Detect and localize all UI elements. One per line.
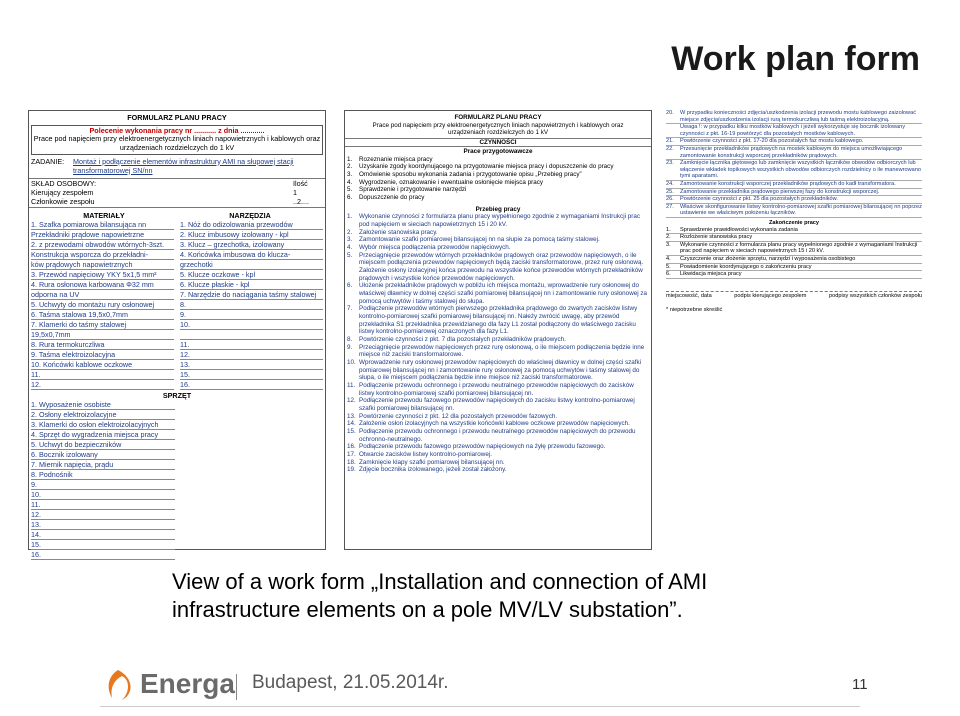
course-step (347, 459, 649, 467)
course-step-number: 13. (347, 412, 356, 420)
right-step-number: 25. (666, 188, 674, 195)
energa-logo-icon (100, 668, 136, 704)
logo-text: Energa (140, 668, 235, 699)
finish-step-number: 1. (666, 226, 671, 233)
course-step-text: Ułożenie przekładników prądowych w pobliżu ich miejsca montażu, wprowadzenie rury osłonowej do właściwej dławnicy w dolnej części szafki pomiarowej bilansującej nn i zamontowanie rury osłonowej za pomocą uchwytów i taśmy stalowej do słupa. (359, 282, 648, 305)
leader-label: Kierujący zespołem (31, 188, 94, 198)
course-step-text: Wykonanie czynności z formularza planu pracy wypełnionego zgodnie z wymaganiami Instrukcji prac pod napięciem w sieciach napowietrznych 15 i 20 kV. (359, 213, 640, 228)
tool-item: 9. (180, 310, 323, 320)
tool-item: 16. (180, 380, 323, 390)
tool-item: 1. Nóż do odizolowania przewodów (180, 220, 323, 230)
equipment-item: 7. Miernik napięcia, prądu (31, 460, 175, 470)
equipment-item: 8. Podnośnik (31, 470, 175, 480)
course-step-text: Założenie stanowiska pracy. (359, 228, 438, 236)
members-qty: ..2.... (293, 197, 309, 207)
course-step-number: 8. (347, 336, 353, 344)
right-step-text: W przypadku konieczności zdjęcia/uszkodzenia izolacji przewodu mostu kablowego zaizolować miejsce zdjęcia/uszkodzenia izolacji rurą termokurczliwą lub taśmą elektroizolacyjną. (680, 110, 916, 123)
prep-step-number: 6. (347, 194, 353, 202)
work-plan-form-completion (666, 110, 922, 372)
scope-line-1: Prace pod napięciem przy elektroenergetycznych liniach napowietrznych i kablowych oraz (33, 134, 321, 144)
course-step-text: Zamknięcie klapy szafki pomiarowej bilansującej nn. (359, 458, 505, 466)
footnote: * niepotrzebne skreślić (666, 306, 723, 313)
equipment-item: 1. Wyposażenie osobiste (31, 400, 175, 410)
course-step (347, 305, 649, 336)
course-step (347, 344, 649, 359)
equipment-item: 14. (31, 530, 175, 540)
equipment-item: 4. Sprzęt do wygradzenia miejsca pracy (31, 430, 175, 440)
task-text: Montaż i podłączenie elementów infrastruktury AMI na słupowej stacji transformatorowej SN/nn (73, 156, 294, 175)
prep-step (347, 156, 649, 164)
right-step (666, 138, 922, 146)
right-step-number: 26. (666, 196, 674, 203)
material-item: 4. Rura osłonowa karbowana Φ32 mm (31, 280, 174, 290)
finish-step (666, 256, 922, 264)
members-label: Członkowie zespołu (31, 197, 95, 207)
prep-title: Prace przygotowawcze (463, 148, 533, 156)
footer-location-date: Budapest, 21.05.2014r. (252, 672, 449, 693)
course-step-number: 3. (347, 236, 353, 244)
tool-item: 7. Narzędzie do naciągania taśmy stalowej (180, 290, 323, 300)
work-plan-form-materials (28, 110, 326, 559)
sign-leader: podpis kierującego zespołem (734, 292, 807, 299)
tool-item: 10. (180, 320, 323, 330)
equipment-item: 5. Uchwyt do bezpieczników (31, 440, 175, 450)
material-item: 11. (31, 370, 174, 380)
tool-item: 12. (180, 350, 323, 360)
tool-item (180, 330, 323, 340)
course-step-number: 19. (347, 466, 356, 474)
course-step (347, 420, 649, 428)
course-step-number: 7. (347, 305, 353, 313)
tool-item: 8. (180, 300, 323, 310)
right-step-text: Uwaga !: w przypadku kilku mostków kablowych i jeżeli wykorzystuje się bocznik izolowany czynności z pkt. 16-19 powtórzyć dla pozostałych mostków kablowych. (680, 124, 906, 137)
course-step-number: 12. (347, 397, 356, 405)
course-step (347, 336, 649, 344)
course-step-text: Podłączenie przewodu fazowego przewodów napięciowych do zacisku listwy kontrolno-pomiarowej szafki pomiarowej bilansującej nn. (359, 397, 635, 413)
course-step (347, 382, 649, 397)
finish-step-text: Powiadomienie koordynującego o zakończeniu pracy (680, 263, 812, 270)
prep-step-number: 5. (347, 186, 353, 194)
crew-label: SKŁAD OSOBOWY: (31, 179, 97, 188)
material-item: 19,5x0,7mm (31, 330, 174, 340)
material-item: 3. Przewód napięciowy YKY 5x1,5 mm² (31, 270, 174, 280)
right-step-number: 21. (666, 138, 674, 145)
course-step-number: 5. (347, 251, 353, 259)
course-step-text: Wybór miejsca podłączenia przewodów napięciowych. (359, 244, 511, 251)
course-step (347, 252, 649, 283)
course-step-text: Powtórzenie czynności z pkt. 7 dla pozostałych przekładników prądowych. (359, 336, 566, 344)
activities-title: CZYNNOŚCI (345, 138, 651, 148)
right-step (666, 204, 922, 218)
signature-row (666, 291, 922, 299)
page-number: 11 (852, 676, 868, 693)
material-item: Przekładniki prądowe napowietrzne (31, 230, 174, 240)
right-step-number: 27. (666, 203, 674, 210)
materials-list (31, 220, 174, 390)
prep-step-number: 4. (347, 178, 353, 186)
finish-step (666, 227, 922, 235)
right-step (666, 124, 922, 138)
course-list (345, 213, 651, 474)
slide-footer (0, 660, 960, 716)
course-step (347, 443, 649, 451)
right-step-text: Zamontowanie przekładnika prądowego pierwszej fazy do konstrukcji wsporczej. (680, 188, 880, 195)
finish-step-number: 6. (666, 271, 671, 278)
course-step-number: 6. (347, 282, 353, 290)
tool-item: 15. (180, 370, 323, 380)
finish-step-number: 2. (666, 234, 671, 241)
tools-title: NARZĘDZIA (229, 210, 271, 220)
right-step-text: Zamontowanie konstrukcji wsporczej przekładników prądowych do kadł transformatora. (680, 180, 896, 187)
right-step-number: 23. (666, 160, 674, 167)
subtitle-line-2: infrastructure elements on a pole MV/LV substation”. (172, 597, 683, 622)
material-item: 12. (31, 380, 174, 390)
course-step (347, 413, 649, 421)
course-step-text: Zamontowanie szafki pomiarowej bilansującej nn na słupie za pomocą taśmy stalowej. (359, 236, 600, 244)
finish-step-text: Likwidacja miejsca pracy (680, 271, 742, 278)
tool-item: 5. Klucze oczkowe - kpl (180, 270, 323, 280)
material-item: 1. Szafka pomiarowa bilansująca nn (31, 220, 174, 230)
prep-step-number: 3. (347, 171, 353, 179)
equipment-list (29, 400, 177, 560)
course-step-text: Przeciągnięcie przewodów napięciowych przez rurę osłonową, o ile miejscem podłączenia będzie inne miejsce niż zaciski transformatorowe. (359, 343, 645, 359)
material-item: 5. Uchwyty do montażu rury osłonowej (31, 300, 174, 310)
equipment-item: 2. Osłony elektroizolacyjne (31, 410, 175, 420)
finish-step (666, 242, 922, 256)
prep-step (347, 171, 649, 179)
course-step (347, 428, 649, 443)
finish-step (666, 271, 922, 279)
course-step-text: Podłączenie przewodu fazowego przewodów napięciowych na żyłę przewodu fazowego. (359, 443, 606, 451)
course-step (347, 244, 649, 252)
course-step (347, 282, 649, 305)
course-step-text: Podłączenie przewodów wtórnych pierwszego przekładnika prądowego do zwartych zacisków listwy kontrolno-pomiarowej szafki pomiarowej bilansującej nn. Nałeży zwrócić uwagę, aby przewód przekładnika S1 przekładnika przewidzianego dla fazy L1 został podłączony do właściwego zacisku listwy kontrolno-pomiarowej oznaczonych dla fazy L1. (359, 305, 638, 336)
prep-step-text: Wygrodzenie, oznakowanie i ewentualne osłonięcie miejsca pracy (359, 178, 544, 186)
prep-step (347, 186, 649, 194)
prep-step (347, 194, 649, 202)
material-item: 7. Klamerki do taśmy stalowej (31, 320, 174, 330)
course-step-text: Przeciągnięcie przewodów wtórnych przekładników prądowych oraz przewodów napięciowych, o ile miejscem podłączenia przewodów napięciowych będą zaciski transformatorowe, przez rurę osłonową. Założenie osłony izolacyjnej końca przewodu na wszystkie końce przewodów wtórnych przekładników prądowych i wszystkie końce przewodów napięciowych. (359, 251, 644, 282)
finish-step-text: Wykonanie czynności z formularza planu pracy wypełnionego zgodnie z wymaganiami Instrukcji prac pod napięciem w sieciach napowietrznych 15 i 20 kV. (680, 241, 918, 255)
course-step-text: Podłączenie przewodu ochronnego i przewodu neutralnego przewodów napięciowych do zacisków listwy kontrolno-pomiarowej szafki pomiarowej bilansującej nn. (359, 382, 634, 397)
equipment-item: 9. (31, 480, 175, 490)
material-item: 9. Taśma elektroizolacyjna (31, 350, 174, 360)
course-step-number: 14. (347, 420, 356, 428)
finish-step-text: Sprawdzenie prawidłowości wykonania zadania (680, 226, 798, 233)
scope-line-2: urządzeniach rozdzielczych do 1 kV (447, 129, 549, 137)
course-step (347, 451, 649, 459)
course-step-number: 15. (347, 428, 356, 436)
course-step-text: Otwarcie zacisków listwy kontrolno-pomiarowej. (359, 451, 492, 459)
material-item: Konstrukcja wsporcza do przekładni- (31, 250, 174, 260)
qty-label: Ilość (293, 179, 308, 188)
equipment-item: 13. (31, 520, 175, 530)
course-step (347, 466, 649, 474)
finish-step-number: 3. (666, 241, 671, 248)
right-step-text: Właściwe skonfigurowanie listwy kontrolno-pomiarowej szafki pomiarowej bilansującej nn poprzez ustawienie we właściwym położeniu łączników. (680, 203, 922, 217)
equipment-item: 6. Bocznik izolowany (31, 450, 175, 460)
right-step (666, 110, 922, 124)
order-line: Polecenie wykonania pracy nr ........... z dnia ............ (89, 125, 265, 135)
course-step-text: Założenie osłon izolacyjnych na wszystkie końcówki kablowe oczkowe przewodów napięciowych. (359, 420, 630, 428)
prep-step-text: Uzyskanie zgody koordynującego na przygotowanie miejsca pracy i dopuszczenie do pracy (359, 163, 614, 171)
right-step (666, 146, 922, 160)
equipment-item: 12. (31, 510, 175, 520)
course-step-number: 10. (347, 359, 356, 367)
right-step-text: Zamknięcie łącznika giętowego lub zamknięcie wszystkich łączników obwodów odbiorczych lub włączenie wkładek topikowych wszystkich obwodów odbiorczych rozdzielnicy o ile manewrowano tymi aparatami. (680, 160, 921, 180)
prep-step-number: 2. (347, 163, 353, 171)
prep-step (347, 179, 649, 187)
course-step (347, 229, 649, 237)
prep-list (345, 156, 651, 202)
finish-step-number: 5. (666, 263, 671, 270)
course-step (347, 397, 649, 412)
footer-rule (100, 706, 860, 707)
footer-divider (236, 674, 237, 700)
course-title: Przebieg pracy (475, 205, 521, 213)
task-label: ZADANIE: (31, 156, 65, 166)
prep-step-number: 1. (347, 155, 353, 163)
course-step-text: Podłączenie przewodu ochronnego i przewodu neutralnego przewodów napięciowych do przewodu ochronno-neutralnego. (359, 428, 636, 443)
material-item: ków prądowych napowietrznych (31, 260, 174, 270)
sign-place-date: miejscowość, data (666, 292, 712, 299)
tool-item: 3. Klucz – grzechotka, izolowany (180, 240, 323, 250)
course-step-number: 11. (347, 382, 356, 390)
work-plan-form-activities (344, 110, 652, 550)
right-step-number: 22. (666, 145, 674, 152)
course-step-number: 4. (347, 244, 353, 251)
tool-item: 13. (180, 360, 323, 370)
finish-title: Zakończenie pracy (768, 219, 820, 226)
course-step-number: 16. (347, 443, 356, 451)
right-step-text: Powtórzenie czynności z pkt. 25 dla pozostałych przekładników. (680, 196, 838, 203)
course-step-number: 1. (347, 213, 353, 221)
prep-step-text: Dopuszczenie do pracy (359, 194, 425, 202)
right-step (666, 160, 922, 181)
finish-step-text: Czyszczenie oraz złożenie sprzętu, narzędzi i wyposażenia osobistego (680, 255, 856, 262)
equipment-item: 11. (31, 500, 175, 510)
material-item: 10. Końcówki kablowe oczkowe (31, 360, 174, 370)
finish-step-text: Rozlożenie stanowiska pracy (680, 234, 753, 241)
course-step (347, 236, 649, 244)
tool-item: grzechotki (180, 260, 323, 270)
equipment-item: 3. Klamerki do osłon elektroizolacyjnych (31, 420, 175, 430)
material-item: odporna na UV (31, 290, 174, 300)
form-title: FORMULARZ PLANU PRACY (127, 113, 227, 122)
course-step (347, 359, 649, 382)
prep-step (347, 163, 649, 171)
form-title: FORMULARZ PLANU PRACY (454, 114, 542, 121)
scope-line-2: urządzeniach rozdzielczych do 1 kV (119, 142, 235, 152)
equipment-item: 10. (31, 490, 175, 500)
tool-item: 11. (180, 340, 323, 350)
course-step-text: Powtórzenie czynności z pkt. 12 dla pozostałych przewodów fazowych. (359, 412, 558, 420)
material-item: 6. Taśma stalowa 19,5x0,7mm (31, 310, 174, 320)
prep-step-text: Rozeznanie miejsca pracy (359, 155, 433, 163)
tool-item: 2. Klucz imbusowy izolowany - kpl (180, 230, 323, 240)
slide-subtitle (172, 568, 932, 624)
materials-title: MATERIAŁY (83, 210, 125, 220)
tools-list (180, 220, 323, 390)
finish-list (666, 227, 922, 279)
material-item: 2. z przewodami obwodów wtórnych-3szt. (31, 240, 174, 250)
equipment-item: 15. (31, 540, 175, 550)
material-item: 8. Rura termokurczliwa (31, 340, 174, 350)
tool-item: 6. Klucze płaskie - kpl (180, 280, 323, 290)
course-step-number: 9. (347, 343, 353, 351)
prep-step-text: Omówienie sposobu wykonania zadania i przygotowanie opisu „Przebieg pracy” (359, 171, 582, 179)
course-step-text: Wprowadzenie rury osłonowej przewodów napięciowych do właściwej dławnicy w dolnej części szafki pomiarowej bilansującej nn i zamontowanie rury osłonowej za pomocą uchwytów i taśmy stalowej do słupa, o ile miejscem podłączenia będzie inne miejsce niż zaciski transformatorowe. (359, 359, 642, 382)
finish-step-number: 4. (666, 255, 671, 262)
tool-item: 4. Końcówka imbusowa do klucza- (180, 250, 323, 260)
right-step-text: Powtórzenie czynności z pkt. 17-20 dla pozostałych faz mostu kablowego. (680, 138, 864, 145)
finish-step (666, 234, 922, 242)
equipment-title: SPRZĘT (162, 390, 192, 400)
scope-line-1: Prace pod napięciem przy elektroenergetycznych liniach napowietrznych i kablowych oraz (372, 121, 624, 129)
course-step-number: 2. (347, 228, 353, 236)
right-step (666, 181, 922, 189)
right-steps-list (666, 110, 922, 218)
right-step (666, 189, 922, 197)
course-step-number: 18. (347, 458, 356, 466)
finish-step (666, 264, 922, 272)
prep-step-text: Sprawdzenie i przygotowanie narzędzi (359, 186, 467, 194)
right-step (666, 196, 922, 204)
right-step-number: 24. (666, 180, 674, 187)
right-step-number (666, 124, 680, 137)
course-step-text: Zdjęcie bocznika izolowanego, jeżeli został założony. (359, 466, 507, 474)
course-step-number: 17. (347, 451, 356, 459)
slide-title: Work plan form (671, 40, 920, 78)
sign-members: podpisy wszystkich członków zespołu (829, 292, 922, 299)
equipment-item: 16. (31, 550, 175, 560)
course-step (347, 213, 649, 228)
right-step-text: Przesunięcie przekładników prądowych na mostek kablowym do miejsca umożliwiającego zamontowanie konstrukcji wsporczej przekładników prądowych. (680, 145, 903, 159)
right-step-number: 20. (666, 110, 674, 116)
leader-qty: 1 (293, 188, 297, 198)
subtitle-line-1: View of a work form „Installation and connection of AMI (172, 569, 708, 594)
